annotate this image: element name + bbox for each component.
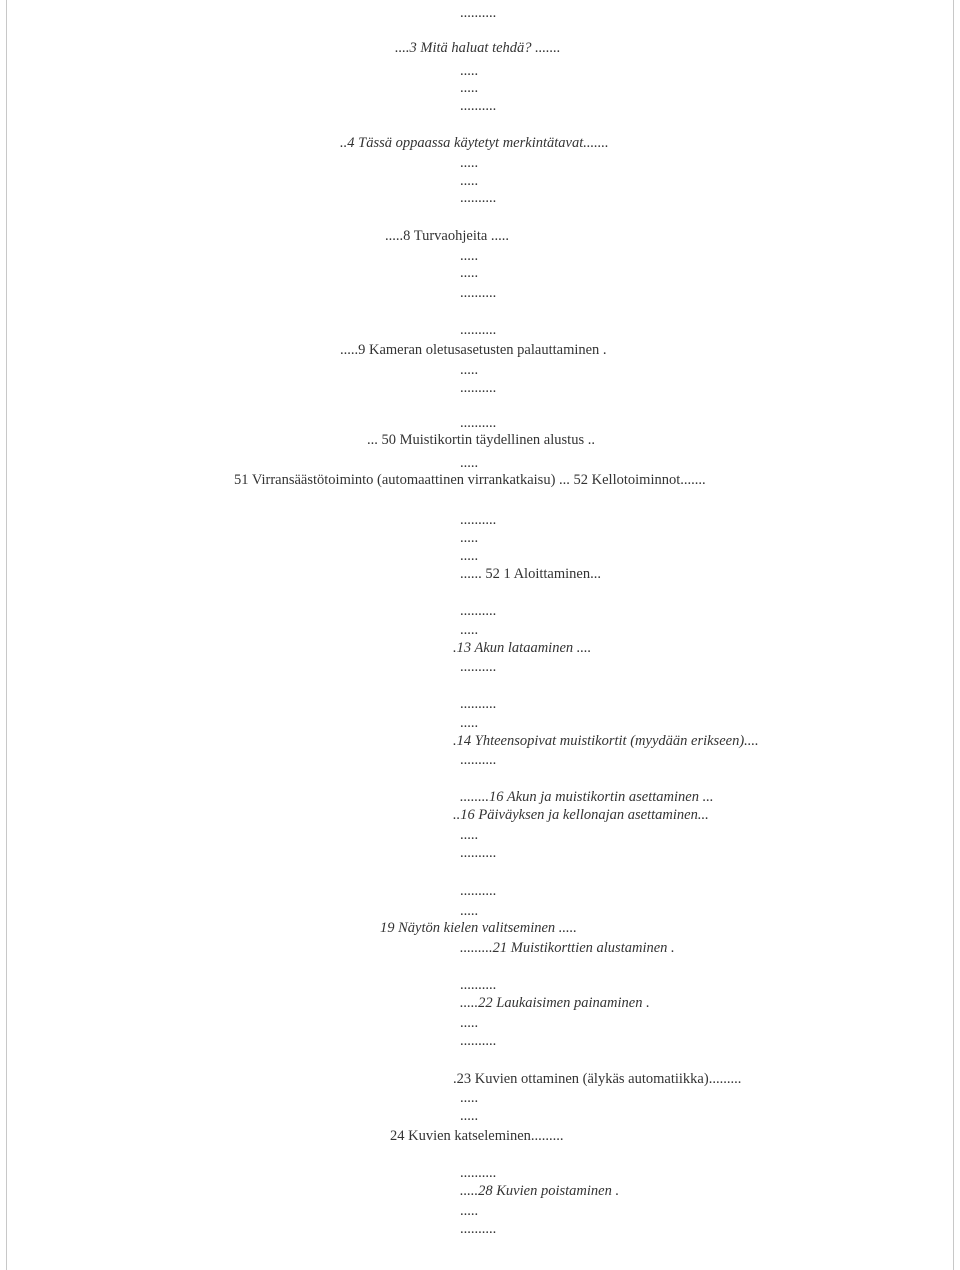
toc-line: ... 50 Muistikortin täydellinen alustus .. [367, 432, 595, 448]
toc-line: .......... [460, 512, 497, 528]
toc-line: .......... [460, 977, 497, 993]
toc-line: 24 Kuvien katseleminen......... [390, 1128, 564, 1144]
toc-line: .......... [460, 883, 497, 899]
toc-line: .......... [460, 696, 497, 712]
toc-line: ..4 Tässä oppaassa käytetyt merkintätavat....... [340, 135, 609, 151]
toc-line: 51 Virransäästötoiminto (automaattinen virrankatkaisu) ... 52 Kellotoiminnot....... [234, 472, 706, 488]
toc-line: .......... [460, 415, 497, 431]
toc-line: .....28 Kuvien poistaminen . [460, 1183, 620, 1199]
toc-line: ...... 52 1 Aloittaminen... [460, 566, 601, 582]
toc-line: .......... [460, 1033, 497, 1049]
toc-line: .......... [460, 285, 497, 301]
toc-line: ..... [460, 827, 479, 843]
toc-line: .....9 Kameran oletusasetusten palauttaminen . [340, 342, 607, 358]
toc-line: .......... [460, 5, 497, 21]
toc-line: .14 Yhteensopivat muistikortit (myydään erikseen).... [453, 733, 759, 749]
toc-line: ..... [460, 80, 479, 96]
toc-line: ..... [460, 622, 479, 638]
toc-line: ..... [460, 548, 479, 564]
toc-line: ..... [460, 63, 479, 79]
toc-line: .....8 Turvaohjeita ..... [385, 228, 510, 244]
toc-line: .......... [460, 603, 497, 619]
toc-line: ..... [460, 248, 479, 264]
toc-line: 19 Näytön kielen valitseminen ..... [380, 920, 577, 936]
toc-line: ..... [460, 362, 479, 378]
toc-line: ..... [460, 155, 479, 171]
toc-line: .......... [460, 98, 497, 114]
toc-line: ..... [460, 265, 479, 281]
toc-line: ..... [460, 715, 479, 731]
toc-line: ..16 Päiväyksen ja kellonajan asettaminen... [453, 807, 709, 823]
toc-line: .......... [460, 752, 497, 768]
toc-line: .......... [460, 845, 497, 861]
toc-line: .........21 Muistikorttien alustaminen . [460, 940, 675, 956]
toc-line: ..... [460, 1015, 479, 1031]
toc-line: .......... [460, 380, 497, 396]
toc-line: .23 Kuvien ottaminen (älykäs automatiikka)......... [453, 1071, 742, 1087]
toc-line: ..... [460, 530, 479, 546]
toc-line: ..... [460, 1203, 479, 1219]
toc-line: ........16 Akun ja muistikortin asettaminen ... [460, 789, 714, 805]
toc-line: .......... [460, 1221, 497, 1237]
toc-line: .....22 Laukaisimen painaminen . [460, 995, 650, 1011]
toc-line: ..... [460, 1108, 479, 1124]
toc-line: .......... [460, 322, 497, 338]
toc-line: ..... [460, 455, 479, 471]
toc-line: ....3 Mitä haluat tehdä? ....... [395, 40, 561, 56]
toc-line: .......... [460, 1165, 497, 1181]
toc-line: ..... [460, 1090, 479, 1106]
toc-line: .......... [460, 190, 497, 206]
toc-line: .13 Akun lataaminen .... [453, 640, 592, 656]
toc-line: ..... [460, 173, 479, 189]
toc-line: .......... [460, 659, 497, 675]
toc-line: ..... [460, 903, 479, 919]
